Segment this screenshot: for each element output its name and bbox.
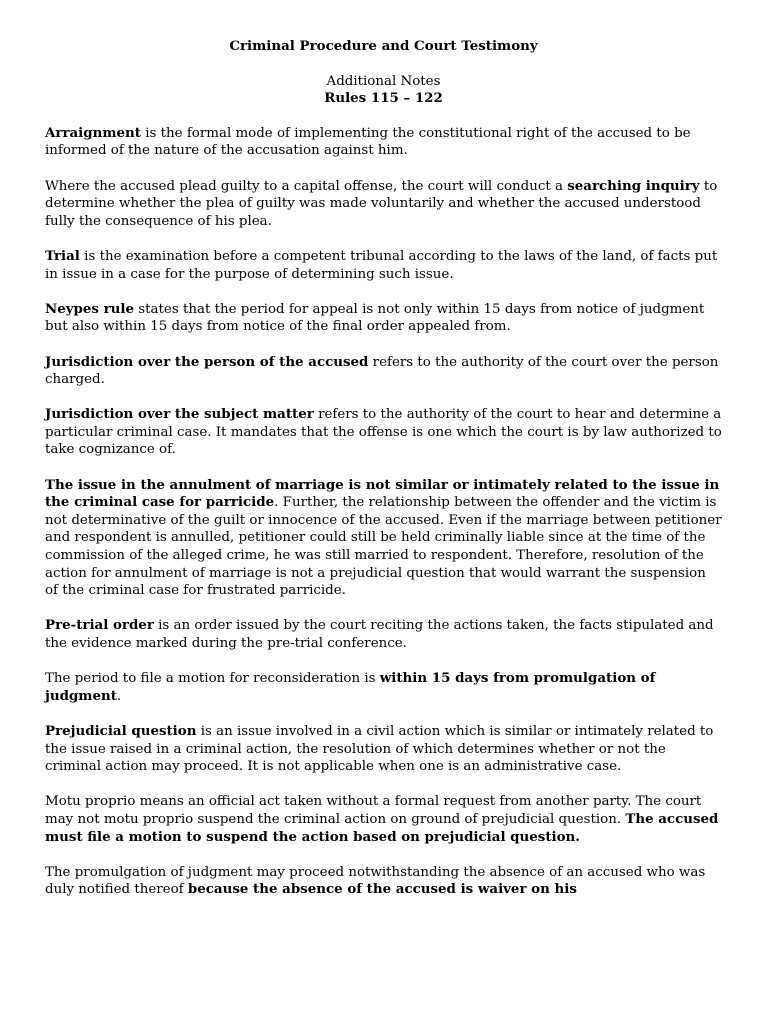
note-paragraph bbox=[45, 723, 722, 776]
note-paragraph bbox=[45, 301, 722, 336]
paragraph-text: is an order issued by the court reciting the actions taken, the facts stipulated and the evidence marked during the pre-trial conference. bbox=[45, 618, 714, 651]
bold-term: Neypes rule bbox=[45, 300, 135, 317]
note-paragraph bbox=[45, 406, 722, 459]
paragraph-text: refers to the authority of the court over the person charged. bbox=[45, 354, 719, 388]
bold-term: Trial bbox=[45, 247, 80, 264]
note-paragraph bbox=[45, 793, 722, 846]
paragraph-text: is the formal mode of implementing the constitutional right of the accused to be informed of the nature of the accusation against him. bbox=[45, 125, 691, 159]
note-paragraph bbox=[45, 477, 722, 600]
bold-term: within 15 days from promulgation of judgment bbox=[45, 670, 656, 704]
paragraph-text: is an issue involved in a civil action which is similar or intimately related to the issue raised in a criminal action, the resolution of which determines whether or not the criminal action may proceed. It is not applicable when one is an administrative case. bbox=[45, 723, 714, 775]
bold-term: Pre-trial order bbox=[45, 617, 154, 634]
note-paragraph bbox=[45, 125, 722, 160]
bold-term: Prejudicial question bbox=[45, 722, 197, 739]
bold-term: because the absence of the accused is waiver on his bbox=[187, 881, 577, 898]
paragraph-text: to determine whether the plea of guilty was made voluntarily and whether the accused understood fully the consequence of his plea. bbox=[45, 178, 718, 229]
paragraph-text: Where the accused plead guilty to a capital offense, the court will conduct a bbox=[45, 178, 568, 194]
paragraph-text: . Further, the relationship between the offender and the victim is not determinative of the guilt or innocence of the accused. Even if the marriage between petitioner and respondent is annulled, petitioner could still be held criminally liable since at the time of the commission of the alleged crime, he was still married to respondent. Therefore, resolution of the action for annulment of marriage is not a prejudicial question that would warrant the suspension of the criminal case for frustrated parricide. bbox=[45, 495, 722, 599]
paragraph-text: The promulgation of judgment may proceed notwithstanding the absence of an accused who was duly notified thereof bbox=[45, 864, 706, 898]
bold-term: searching inquiry bbox=[567, 177, 700, 194]
bold-term: The accused must file a motion to suspend the action based on prejudicial question. bbox=[45, 810, 719, 845]
paragraph-text: The period to file a motion for reconsideration is bbox=[45, 671, 380, 687]
note-paragraph bbox=[45, 354, 722, 389]
paragraph-text: states that the period for appeal is not only within 15 days from notice of judgment but also within 15 days from notice of the final order appealed from. bbox=[45, 301, 705, 335]
bold-term: Jurisdiction over the subject matter bbox=[45, 406, 314, 423]
bold-term: Jurisdiction over the person of the accused bbox=[45, 353, 369, 370]
paragraph-text: . bbox=[116, 688, 122, 704]
document-title: Criminal Procedure and Court Testimony bbox=[229, 38, 538, 54]
note-paragraph bbox=[45, 670, 722, 705]
notes-body bbox=[45, 125, 722, 899]
note-paragraph bbox=[45, 178, 722, 231]
document-rules: Rules 115 – 122 bbox=[324, 90, 443, 107]
note-paragraph bbox=[45, 617, 722, 652]
note-paragraph bbox=[45, 864, 722, 899]
note-paragraph bbox=[45, 248, 722, 283]
paragraph-text: refers to the authority of the court to hear and determine a particular criminal case. It mandates that the offense is one which the court is by law authorized to take cognizance of. bbox=[45, 407, 722, 458]
paragraph-text: Motu proprio means an official act taken without a formal request from another party. The court may not motu proprio suspend the criminal action on ground of prejudicial question. bbox=[45, 794, 702, 827]
document-subtitle: Additional Notes bbox=[326, 73, 441, 89]
paragraph-text: is the examination before a competent tribunal according to the laws of the land, of facts put in issue in a case for the purpose of determining such issue. bbox=[45, 248, 718, 282]
bold-term: The issue in the annulment of marriage is not similar or intimately related to the issue in the criminal case for parricide bbox=[45, 476, 720, 511]
bold-term: Arraignment bbox=[45, 124, 141, 141]
